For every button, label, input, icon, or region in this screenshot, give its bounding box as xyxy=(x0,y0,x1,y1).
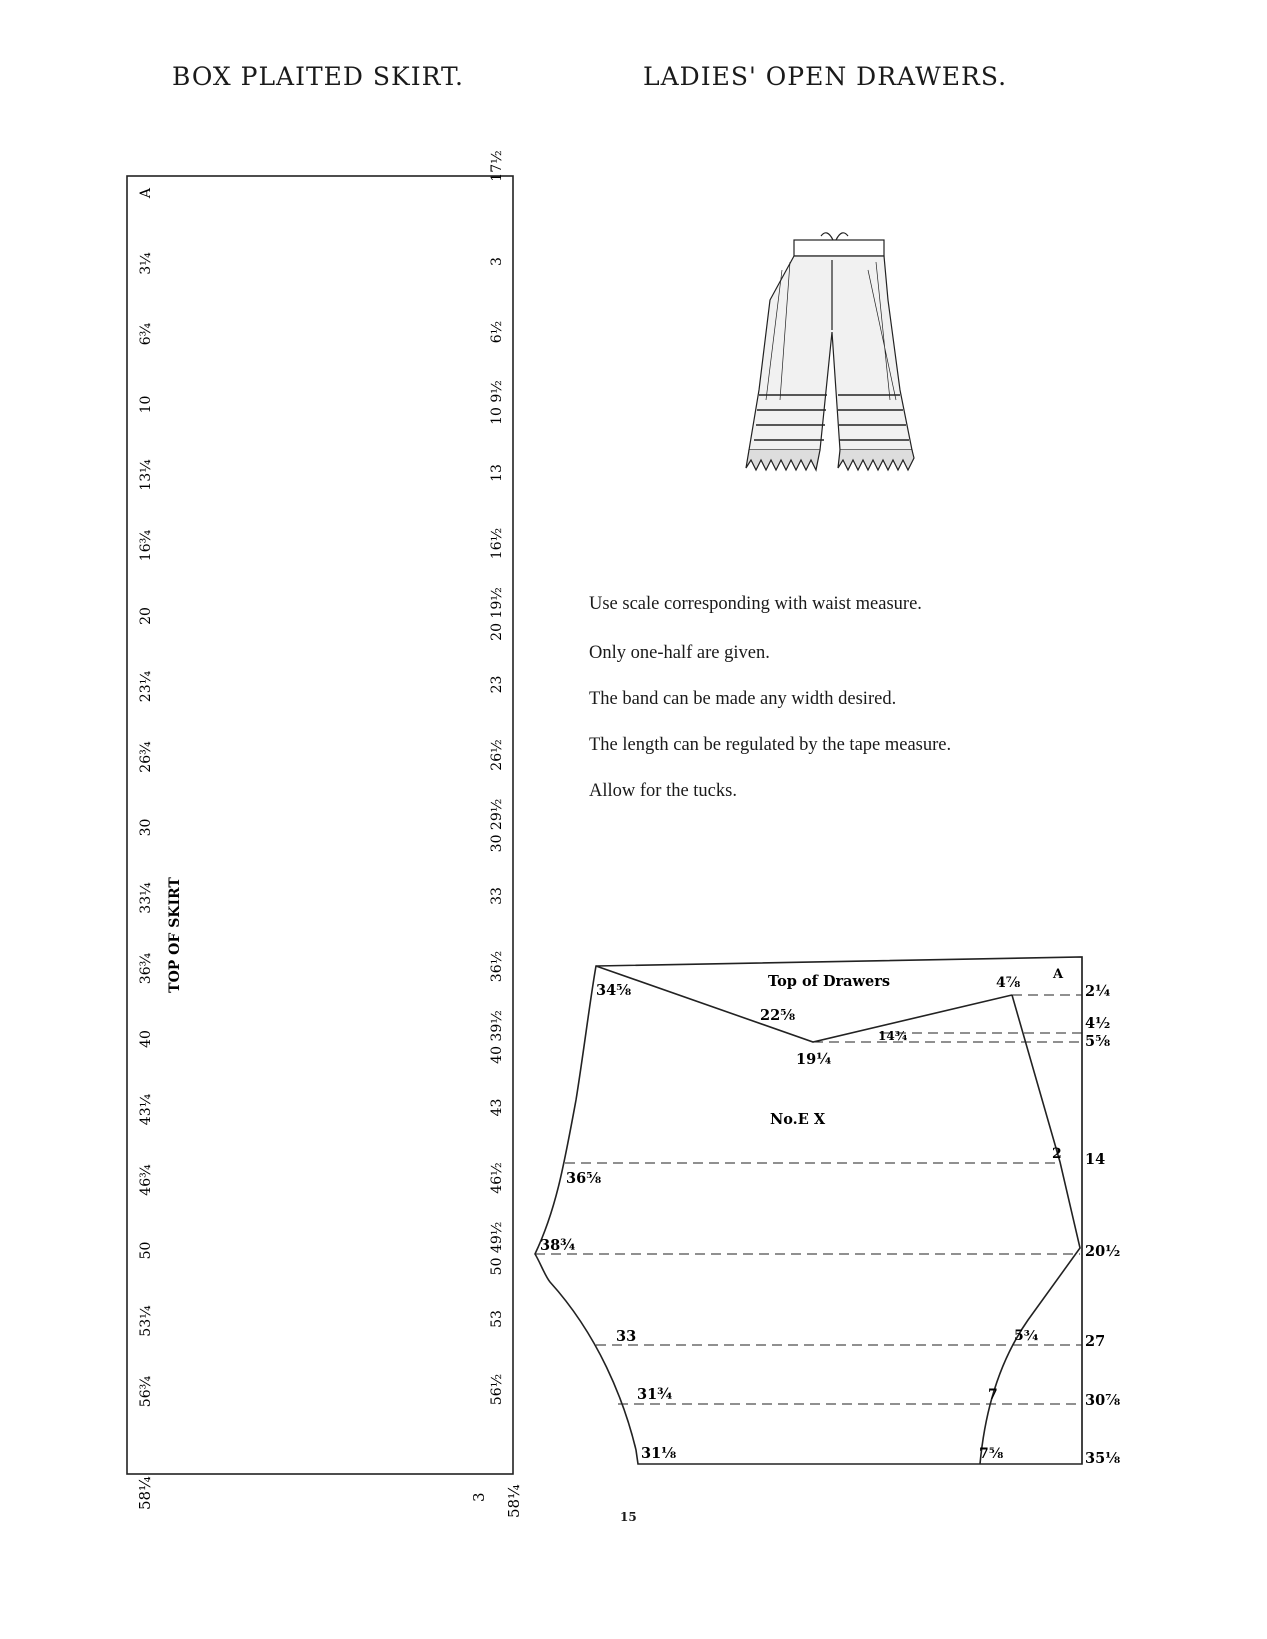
pattern-label: 22⅝ xyxy=(760,1007,796,1024)
top-of-skirt-label: TOP OF SKIRT xyxy=(167,877,183,993)
pattern-label: 5⅝ xyxy=(1085,1033,1111,1050)
skirt-bottom-mid: 3 xyxy=(470,1492,488,1502)
skirt-scale-mark: 10 9½ xyxy=(489,380,505,425)
skirt-scale-mark: 56¾ xyxy=(138,1375,154,1408)
pattern-label: 5¾ xyxy=(1014,1328,1039,1344)
skirt-scale-mark: 30 29½ xyxy=(489,798,505,853)
pattern-label: 30⅞ xyxy=(1085,1392,1121,1409)
skirt-scale-mark: 36¾ xyxy=(138,952,154,985)
skirt-scale-mark: 50 49½ xyxy=(489,1221,505,1276)
instruction-line-3: The band can be made any width desired. xyxy=(589,689,897,709)
skirt-scale-mark: 23¼ xyxy=(138,670,154,703)
pattern-label: 14 xyxy=(1085,1151,1106,1168)
skirt-scale-mark: 13 xyxy=(489,464,505,482)
pattern-label: 27 xyxy=(1085,1333,1106,1350)
skirt-scale-mark: 20 xyxy=(138,607,154,625)
skirt-scale-mark: 56½ xyxy=(489,1373,505,1406)
skirt-scale-mark: 43¼ xyxy=(138,1093,154,1126)
pattern-label: 31⅛ xyxy=(641,1445,677,1462)
drawers-pattern xyxy=(535,957,1082,1464)
drawers-title: LADIES' OPEN DRAWERS. xyxy=(643,62,1008,91)
skirt-scale-mark: 40 39½ xyxy=(489,1010,505,1064)
skirt-scale-mark: 30 xyxy=(138,818,154,837)
skirt-title: BOX PLAITED SKIRT. xyxy=(172,62,464,91)
skirt-scale-mark: 50 xyxy=(138,1241,154,1260)
skirt-scale-mark: 26½ xyxy=(489,739,505,771)
pattern-label: 35⅛ xyxy=(1085,1450,1121,1467)
pattern-label: 19¼ xyxy=(796,1051,832,1068)
pattern-label: 34⅝ xyxy=(596,982,632,999)
skirt-scale-mark: 16½ xyxy=(489,527,505,560)
pattern-label: 2¼ xyxy=(1085,983,1111,1000)
skirt-scale-mark: 3¼ xyxy=(138,252,154,275)
pattern-label: 38¾ xyxy=(540,1237,576,1254)
pattern-label: A xyxy=(1053,967,1064,982)
page-number: 15 xyxy=(620,1510,637,1524)
skirt-scale-mark: 46¾ xyxy=(138,1164,154,1196)
instruction-line-4: The length can be regulated by the tape measure. xyxy=(589,735,952,755)
drawers-illustration xyxy=(746,233,914,470)
pattern-label: 4½ xyxy=(1085,1015,1111,1032)
skirt-scale-mark: 53¼ xyxy=(138,1305,154,1337)
skirt-pattern-outline xyxy=(127,176,513,1474)
instruction-line-2: Only one-half are given. xyxy=(589,643,770,663)
skirt-scale-mark: 33 xyxy=(489,887,505,905)
skirt-scale-mark: 13¼ xyxy=(138,459,154,491)
skirt-scale-mark: 33¼ xyxy=(138,882,154,914)
skirt-scale-mark: 3 xyxy=(489,257,505,266)
pattern-label: 14¾ xyxy=(878,1029,908,1043)
pattern-label: 4⅞ xyxy=(996,975,1021,991)
pattern-label: 7⅝ xyxy=(979,1446,1004,1462)
pattern-label: No.E X xyxy=(770,1111,826,1128)
skirt-bottom-left: 58¼ xyxy=(136,1476,154,1510)
skirt-scale-mark: 40 xyxy=(138,1030,154,1048)
pattern-label: 31¾ xyxy=(637,1386,673,1403)
skirt-scale-mark: 16¾ xyxy=(138,529,154,562)
skirt-scale-mark: 53 xyxy=(489,1310,505,1328)
pattern-label: 7 xyxy=(988,1387,998,1403)
pattern-label: 33 xyxy=(616,1328,637,1345)
skirt-scales xyxy=(138,150,505,1407)
skirt-scale-mark: 6¾ xyxy=(138,322,154,346)
skirt-scale-mark: A xyxy=(138,187,154,199)
instruction-line-5: Allow for the tucks. xyxy=(589,781,737,801)
pattern-label: Top of Drawers xyxy=(768,973,891,990)
pattern-label: 20½ xyxy=(1085,1243,1121,1260)
skirt-scale-mark: 43 xyxy=(489,1098,505,1117)
skirt-scale-mark: 46½ xyxy=(489,1162,505,1194)
skirt-scale-mark: 36½ xyxy=(489,950,505,983)
pattern-label: 36⅝ xyxy=(566,1170,602,1187)
skirt-bottom-right: 58¼ xyxy=(505,1484,523,1518)
instruction-line-1: Use scale corresponding with waist measure. xyxy=(589,594,922,614)
skirt-scale-mark: 17½ xyxy=(489,150,505,182)
pattern-label: 2 xyxy=(1052,1146,1062,1162)
skirt-scale-mark: 20 19½ xyxy=(489,587,505,641)
skirt-scale-mark: 6½ xyxy=(489,320,505,344)
skirt-scale-mark: 10 xyxy=(138,395,154,414)
skirt-scale-mark: 23 xyxy=(489,675,505,694)
skirt-scale-mark: 26¾ xyxy=(138,741,154,773)
